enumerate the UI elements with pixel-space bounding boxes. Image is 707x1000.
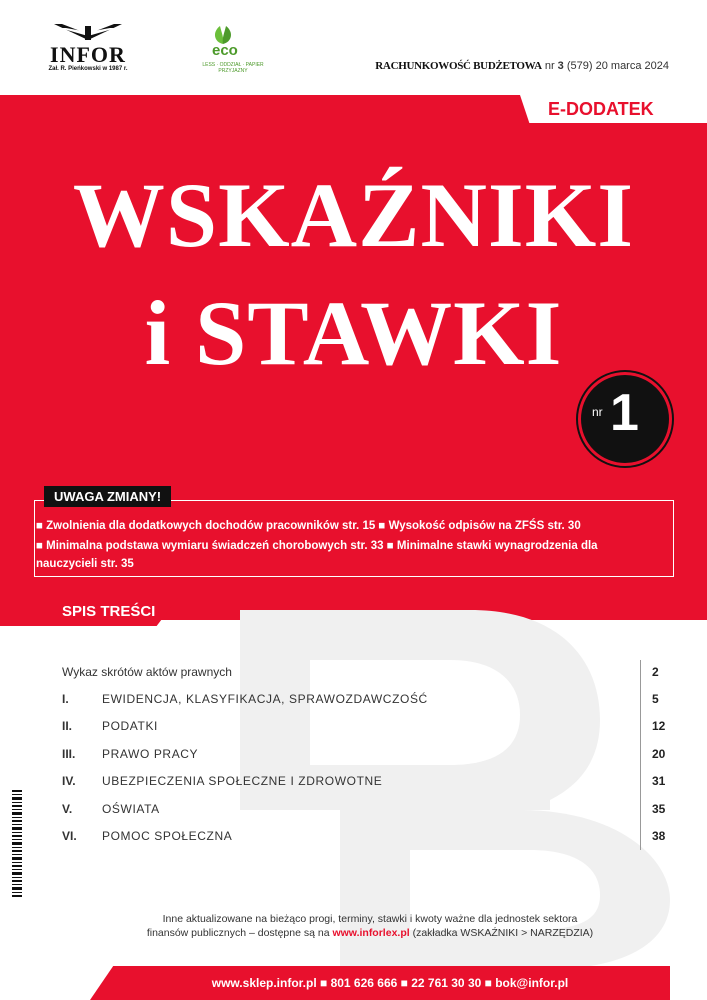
toc-row[interactable]: [62, 823, 682, 849]
toc-page: 31: [652, 774, 666, 788]
toc-intro-title: Wykaz skrótów aktów prawnych: [62, 665, 232, 679]
infor-wings-icon: [52, 22, 124, 42]
badge-number: 1: [610, 384, 639, 442]
uwaga-line: [36, 554, 668, 574]
uwaga-line-text: nauczycieli str. 35: [36, 558, 134, 570]
footer-note-line2: [70, 926, 670, 940]
infor-logo: [34, 22, 142, 78]
footer-contact[interactable]: www.sklep.infor.pl ■ 801 626 666 ■ 22 761 30 30 ■ bok@infor.pl: [211, 976, 569, 990]
toc-divider: [640, 660, 641, 850]
issue-line: [375, 60, 669, 72]
toc-title: POMOC SPOŁECZNA: [102, 829, 233, 843]
footer-note: [70, 912, 670, 940]
badge-label: nr: [592, 405, 603, 419]
edodatek-label: E-DODATEK: [548, 99, 654, 119]
toc-title: UBEZPIECZENIA SPOŁECZNE I ZDROWOTNE: [102, 774, 383, 788]
toc-page: 12: [652, 719, 666, 733]
toc-row[interactable]: [62, 741, 682, 767]
cover-title-line1: WSKAŹNIKI: [72, 164, 635, 266]
toc-row[interactable]: [62, 713, 682, 739]
toc-num: IV.: [62, 774, 76, 788]
uwaga-line-text: Minimalna podstawa wymiaru świadczeń chorobowych str. 33 ■ Minimalne stawki wynagrodzenia dla: [46, 540, 598, 552]
publisher-tagline: Zał. R. Pieńkowski w 1987 r.: [48, 66, 128, 72]
spis-label: SPIS TREŚCI: [62, 603, 156, 620]
eco-logo: [198, 24, 268, 76]
toc-row[interactable]: [62, 796, 682, 822]
uwaga-line: ■ Minimalna podstawa wymiaru świadczeń chorobowych str. 33 ■ Minimalne stawki wynagrodzenia dla: [36, 540, 598, 552]
uwaga-line: ■ Zwolnienia dla dodatkowych dochodów pracowników str. 15 ■ Wysokość odpisów na ZFŚS str. 30: [36, 520, 581, 532]
toc-num: I.: [62, 692, 69, 706]
toc-num: II.: [62, 719, 73, 733]
toc-title: EWIDENCJA, KLASYFIKACJA, SPRAWOZDAWCZOŚĆ: [102, 692, 428, 706]
inforlex-link[interactable]: www.inforlex.pl: [332, 927, 410, 939]
footer-note-line1: Inne aktualizowane na bieżąco progi, terminy, stawki i kwoty ważne dla jednostek sektora: [162, 913, 578, 925]
toc-num: III.: [62, 747, 76, 761]
toc-row[interactable]: [62, 768, 682, 794]
toc-intro-row[interactable]: [62, 659, 682, 685]
toc-page: 35: [652, 802, 666, 816]
footer-note-pre: finansów publicznych – dostępne są na: [146, 927, 333, 939]
toc-title: PRAWO PRACY: [102, 747, 199, 761]
issue-prefix: nr: [544, 60, 555, 72]
toc-num: V.: [62, 802, 73, 816]
cover-title-line2: i STAWKI: [144, 282, 563, 384]
issue-date: 20 marca 2024: [595, 60, 669, 72]
issue-total: (579): [566, 60, 593, 72]
eco-tagline: LESS · ODDZIAŁ · PAPIER PRZYJAZNY: [202, 62, 264, 74]
issue-number: 3: [557, 60, 564, 72]
toc-page: 38: [652, 829, 666, 843]
eco-leaf-icon: [210, 24, 236, 44]
uwaga-tag: UWAGA ZMIANY!: [44, 486, 171, 507]
barcode-icon: [12, 790, 28, 900]
publisher-logo-text: INFOR: [50, 42, 126, 67]
toc-title: PODATKI: [102, 719, 158, 733]
eco-logo-text: eco: [212, 42, 238, 59]
publication-name: RACHUNKOWOŚĆ BUDŻETOWA: [375, 60, 542, 72]
toc-page: 20: [652, 747, 666, 761]
toc-title: OŚWIATA: [102, 802, 160, 816]
toc-row[interactable]: [62, 686, 682, 712]
toc-num: VI.: [62, 829, 77, 843]
uwaga-line-text: Zwolnienia dla dodatkowych dochodów pracowników str. 15 ■ Wysokość odpisów na ZFŚS str. 30: [46, 520, 581, 532]
toc-page: 5: [652, 692, 659, 706]
toc-page: 2: [652, 665, 659, 679]
footer-note-post: (zakładka WSKAŹNIKI > NARZĘDZIA): [409, 927, 594, 939]
